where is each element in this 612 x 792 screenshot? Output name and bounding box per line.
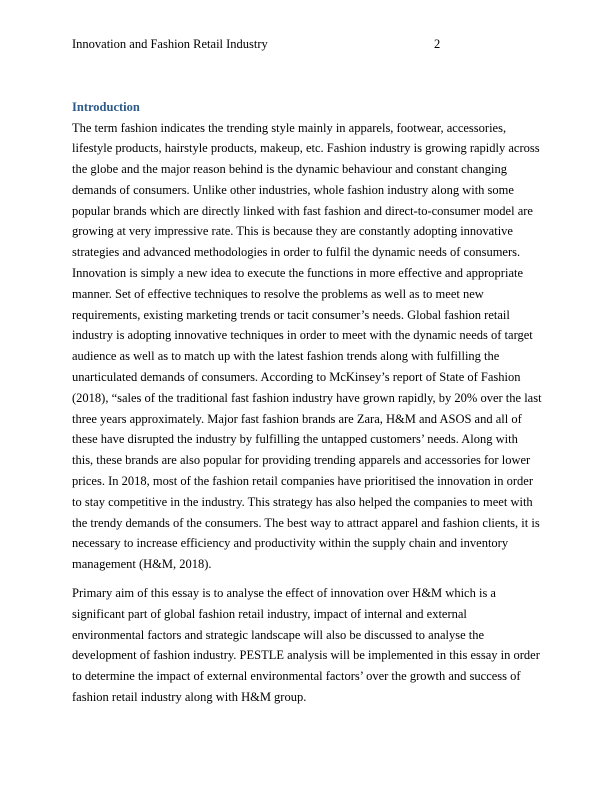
page-number: 2	[434, 37, 441, 51]
paragraph: The term fashion indicates the trending style mainly in apparels, footwear, accessories, lifestyle products, hairstyle products, makeup, etc. Fashion industry is growing rapidly across the globe and the major reason behind is the dynamic behaviour and constant changing demands of consumers. Unlike other industries, whole fashion industry along with some popular brands which are directly linked with fast fashion and direct-to-consumer model are growing at very impressive rate. This is because they are constantly adopting innovative strategies and advanced methodologies in order to fulfil the dynamic needs of consumers. Innovation is simply a new idea to execute the functions in more effective and appropriate manner. Set of effective techniques to resolve the problems as well as to meet new requirements, existing marketing trends or tacit consumer’s needs. Global fashion retail industry is adopting innovative techniques in order to meet with the dynamic needs of target audience as well as to match up with the latest fashion trends along with fulfilling the unarticulated demands of consumers. According to McKinsey’s report of State of Fashion (2018), “sales of the traditional fast fashion industry have grown rapidly, by 20% over the last three years approximately. Major fast fashion brands are Zara, H&M and ASOS and all of these have disrupted the industry by fulfilling the untapped customers’ needs. Along with this, these brands are also popular for providing trending apparels and accessories for lower prices. In 2018, most of the fashion retail companies have prioritised the innovation in order to stay competitive in the industry. This strategy has also helped the companies to meet with the trendy demands of the consumers. The best way to attract apparel and fashion clients, it is necessary to increase efficiency and productivity within the supply chain and inventory management (H&M, 2018).	[72, 120, 542, 572]
section-heading: Introduction	[72, 100, 140, 114]
document-body	[72, 97, 542, 708]
paragraph: Primary aim of this essay is to analyse the effect of innovation over H&M which is a significant part of global fashion retail industry, impact of internal and external environmental factors and strategic landscape will also be discussed to analyse the development of fashion industry. PESTLE analysis will be implemented in this essay in order to determine the impact of external environmental factors’ over the growth and success of fashion retail industry along with H&M group.	[72, 586, 540, 705]
running-head-title: Innovation and Fashion Retail Industry	[72, 37, 268, 51]
page-header	[72, 35, 540, 53]
